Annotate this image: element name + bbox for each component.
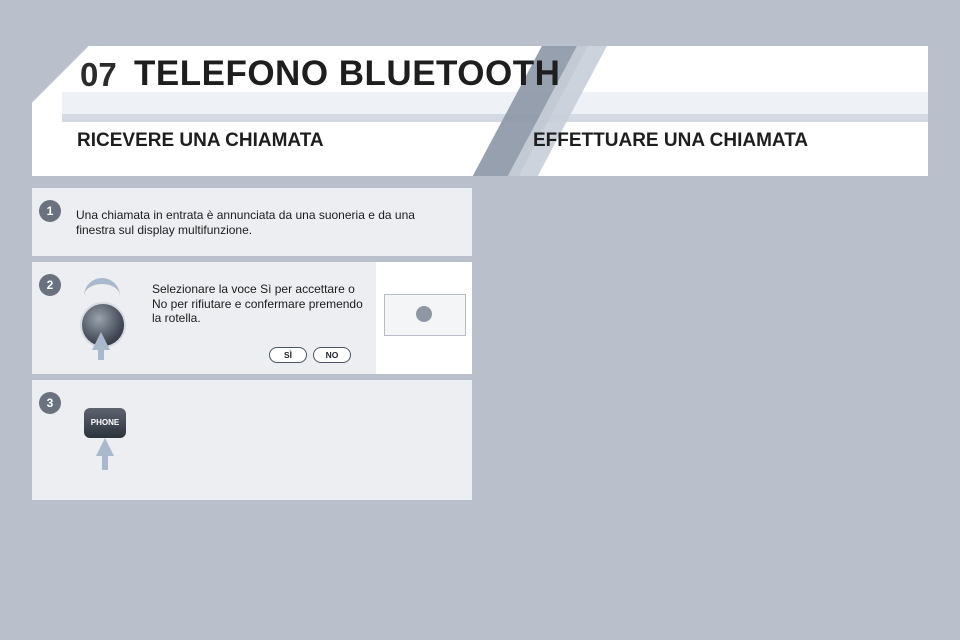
left-step2-panel [32, 262, 472, 374]
radio-illustration [376, 262, 472, 374]
left-section-heading: RICEVERE UNA CHIAMATA [77, 130, 324, 151]
phone-key-icon: PHONE [84, 408, 126, 438]
step-text: Selezionare la voce Sì per accettare o No per rifiutare e confermare premendo la rotella. [152, 282, 363, 325]
right-section-heading: EFFETTUARE UNA CHIAMATA [533, 130, 809, 151]
step-number: 1 [39, 200, 61, 222]
curved-arrow-icon [84, 278, 120, 302]
chapter-number: 07 [80, 56, 117, 93]
up-arrow-icon [96, 438, 114, 456]
yes-button[interactable]: SÌ [269, 347, 307, 363]
step-text: Una chiamata in entrata è annunciata da una suoneria e da una finestra sul display multifunzione. [76, 208, 415, 237]
left-step1-panel [32, 188, 472, 256]
no-button[interactable]: NO [313, 347, 351, 363]
step-number: 2 [39, 274, 61, 296]
step-number: 3 [39, 392, 61, 414]
left-step3-panel [32, 380, 472, 500]
up-arrow-icon [92, 332, 110, 350]
page-title: TELEFONO BLUETOOTH [134, 54, 561, 93]
